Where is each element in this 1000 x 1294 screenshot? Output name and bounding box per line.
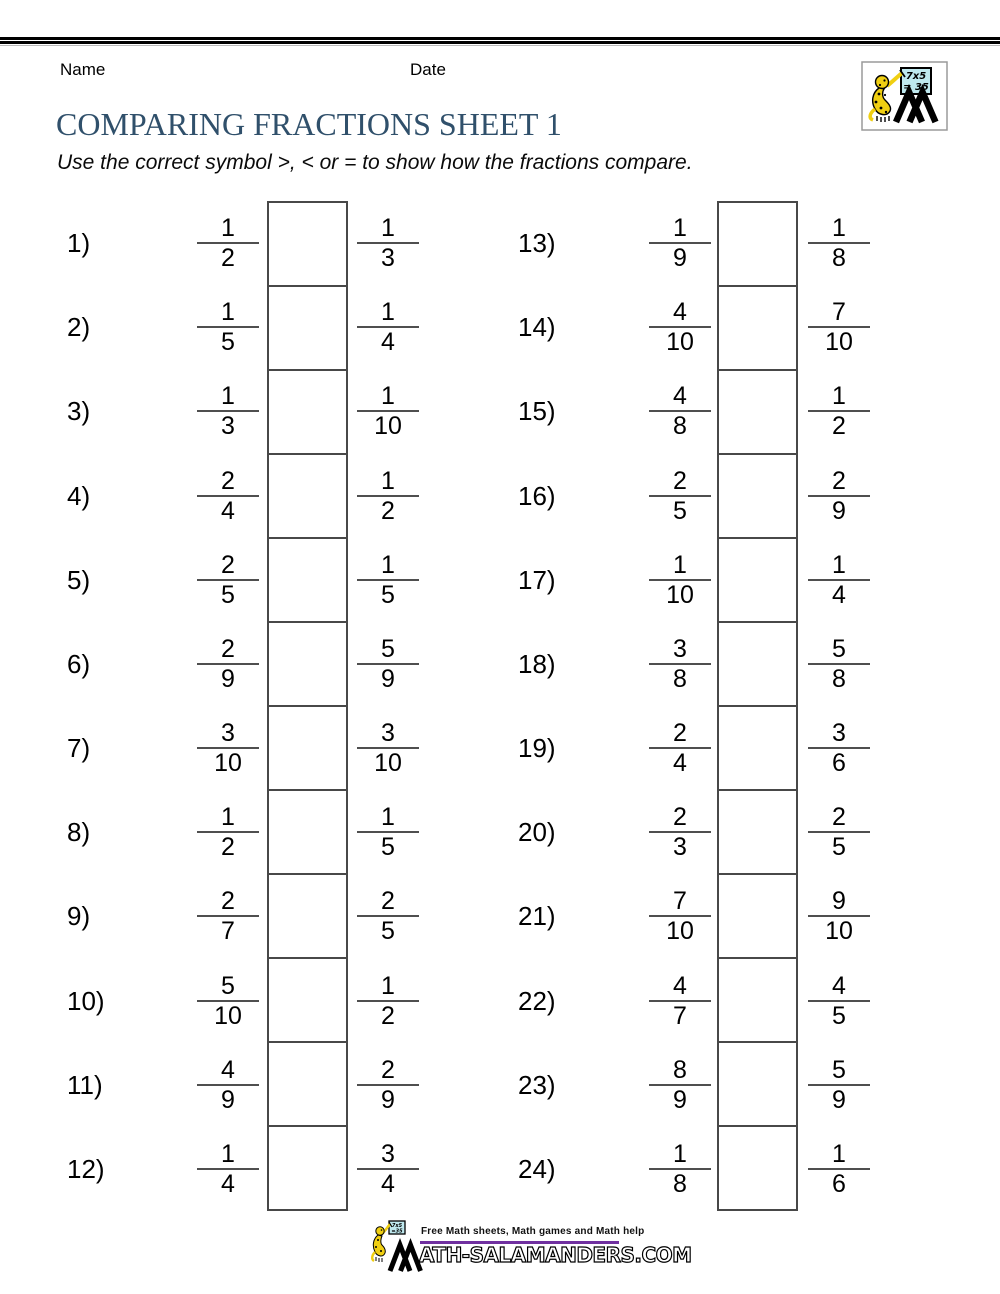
fraction-numerator: 1 — [673, 550, 687, 579]
fraction-denominator: 4 — [381, 1169, 395, 1198]
fraction — [357, 973, 419, 1029]
fraction-numerator: 1 — [221, 382, 235, 411]
name-label: Name — [60, 60, 106, 79]
problem-number: 3) — [67, 396, 91, 427]
footer-m-glyph — [390, 1245, 421, 1271]
fraction — [808, 215, 870, 271]
fraction — [197, 1057, 259, 1113]
fraction-numerator: 3 — [381, 1139, 395, 1168]
fraction — [808, 1141, 870, 1197]
answer-box[interactable] — [719, 455, 796, 539]
fraction — [808, 383, 870, 439]
fraction — [808, 888, 870, 944]
fraction — [357, 720, 419, 776]
fraction-denominator: 3 — [221, 412, 235, 441]
fraction-numerator: 8 — [673, 1055, 687, 1084]
fraction — [357, 468, 419, 524]
fraction — [649, 552, 711, 608]
fraction-denominator: 5 — [832, 833, 846, 862]
fraction-numerator: 1 — [832, 214, 846, 243]
fraction — [808, 299, 870, 355]
answer-box[interactable] — [719, 539, 796, 623]
fraction — [649, 215, 711, 271]
problem-number: 20) — [518, 817, 556, 848]
fraction — [808, 804, 870, 860]
fraction-numerator: 2 — [673, 803, 687, 832]
fraction — [357, 299, 419, 355]
fraction-denominator: 8 — [832, 664, 846, 693]
answer-box[interactable] — [269, 455, 346, 539]
fraction — [649, 804, 711, 860]
fraction-numerator: 7 — [673, 887, 687, 916]
fraction — [808, 468, 870, 524]
fraction-denominator: 10 — [374, 412, 402, 441]
fraction — [357, 804, 419, 860]
fraction-numerator: 1 — [673, 1139, 687, 1168]
fraction — [808, 1057, 870, 1113]
fraction-numerator: 1 — [221, 1139, 235, 1168]
fraction-numerator: 1 — [832, 382, 846, 411]
fraction-numerator: 3 — [221, 719, 235, 748]
fraction-numerator: 2 — [832, 803, 846, 832]
footer-board-line1: 7x5 — [391, 1223, 403, 1229]
fraction-numerator: 2 — [832, 466, 846, 495]
fraction-numerator: 5 — [381, 634, 395, 663]
problem-number: 9) — [67, 901, 91, 932]
fraction-numerator: 1 — [832, 550, 846, 579]
fraction — [808, 636, 870, 692]
fraction-denominator: 5 — [221, 580, 235, 609]
problem-number: 24) — [518, 1153, 556, 1184]
fraction-numerator: 4 — [673, 971, 687, 1000]
problem-number: 18) — [518, 648, 556, 679]
answer-box-column — [267, 201, 348, 1211]
fraction — [649, 468, 711, 524]
answer-box[interactable] — [269, 959, 346, 1043]
problem-number: 7) — [67, 733, 91, 764]
fraction-numerator: 5 — [221, 971, 235, 1000]
footer-salamander-icon — [369, 1218, 423, 1274]
answer-box[interactable] — [719, 791, 796, 875]
fraction-denominator: 5 — [381, 580, 395, 609]
problem-number: 15) — [518, 396, 556, 427]
fraction-denominator: 5 — [381, 833, 395, 862]
fraction — [357, 1141, 419, 1197]
fraction-numerator: 2 — [221, 550, 235, 579]
answer-box[interactable] — [719, 371, 796, 455]
fraction — [197, 636, 259, 692]
fraction-numerator: 3 — [381, 719, 395, 748]
fraction-denominator: 8 — [673, 1169, 687, 1198]
fraction-numerator: 1 — [221, 298, 235, 327]
fraction-numerator: 1 — [221, 214, 235, 243]
fraction-numerator: 1 — [832, 1139, 846, 1168]
answer-box[interactable] — [269, 791, 346, 875]
fraction-denominator: 7 — [673, 1001, 687, 1030]
problem-number: 1) — [67, 228, 91, 259]
fraction-denominator: 3 — [673, 833, 687, 862]
fraction-numerator: 2 — [221, 634, 235, 663]
fraction-numerator: 1 — [381, 803, 395, 832]
fraction-denominator: 9 — [381, 664, 395, 693]
answer-box[interactable] — [719, 203, 796, 287]
fraction-numerator: 9 — [832, 887, 846, 916]
problem-number: 13) — [518, 228, 556, 259]
fraction — [649, 383, 711, 439]
fraction — [197, 888, 259, 944]
answer-box[interactable] — [269, 371, 346, 455]
fraction-denominator: 2 — [221, 244, 235, 273]
logo-board-line2: = 35 — [903, 82, 929, 93]
fraction — [649, 973, 711, 1029]
footer-board-line2: =35 — [391, 1228, 403, 1235]
problem-number: 21) — [518, 901, 556, 932]
answer-box[interactable] — [269, 1127, 346, 1209]
fraction-denominator: 4 — [221, 496, 235, 525]
fraction — [197, 215, 259, 271]
fraction-numerator: 7 — [832, 298, 846, 327]
fraction-denominator: 6 — [832, 749, 846, 778]
answer-box[interactable] — [269, 1043, 346, 1127]
fraction-denominator: 10 — [666, 328, 694, 357]
fraction-numerator: 1 — [381, 971, 395, 1000]
fraction-denominator: 6 — [832, 1169, 846, 1198]
fraction-numerator: 1 — [673, 214, 687, 243]
fraction-denominator: 4 — [832, 580, 846, 609]
answer-box[interactable] — [719, 623, 796, 707]
fraction-numerator: 5 — [832, 634, 846, 663]
fraction-denominator: 5 — [381, 917, 395, 946]
fraction-denominator: 2 — [381, 1001, 395, 1030]
fraction — [197, 973, 259, 1029]
fraction-numerator: 1 — [381, 466, 395, 495]
answer-box[interactable] — [719, 875, 796, 959]
fraction-denominator: 9 — [221, 664, 235, 693]
problem-number: 23) — [518, 1069, 556, 1100]
problem-number: 12) — [67, 1153, 105, 1184]
problem-number: 6) — [67, 648, 91, 679]
fraction — [649, 636, 711, 692]
fraction — [197, 299, 259, 355]
fraction-numerator: 3 — [673, 634, 687, 663]
problem-number: 19) — [518, 733, 556, 764]
fraction-denominator: 9 — [673, 244, 687, 273]
fraction — [649, 888, 711, 944]
fraction-denominator: 2 — [832, 412, 846, 441]
answer-box[interactable] — [719, 959, 796, 1043]
fraction-denominator: 4 — [673, 749, 687, 778]
problem-number: 5) — [67, 564, 91, 595]
fraction-denominator: 8 — [673, 412, 687, 441]
fraction-numerator: 4 — [673, 298, 687, 327]
answer-box[interactable] — [719, 1127, 796, 1209]
fraction — [357, 552, 419, 608]
fraction — [808, 973, 870, 1029]
fraction — [197, 468, 259, 524]
fraction — [808, 552, 870, 608]
fraction-denominator: 10 — [214, 749, 242, 778]
fraction-numerator: 1 — [381, 298, 395, 327]
problem-number: 22) — [518, 985, 556, 1016]
fraction-denominator: 10 — [666, 917, 694, 946]
fraction-numerator: 5 — [832, 1055, 846, 1084]
fraction-denominator: 9 — [832, 1085, 846, 1114]
problem-number: 16) — [518, 480, 556, 511]
fraction — [649, 1057, 711, 1113]
problem-number: 17) — [518, 564, 556, 595]
answer-box[interactable] — [269, 203, 346, 287]
fraction-numerator: 4 — [832, 971, 846, 1000]
fraction-denominator: 9 — [221, 1085, 235, 1114]
fraction-denominator: 10 — [825, 917, 853, 946]
fraction — [649, 720, 711, 776]
fraction-denominator: 7 — [221, 917, 235, 946]
fraction — [197, 1141, 259, 1197]
problem-number: 14) — [518, 312, 556, 343]
fraction — [197, 804, 259, 860]
answer-box[interactable] — [719, 707, 796, 791]
fraction-denominator: 8 — [832, 244, 846, 273]
problem-number: 4) — [67, 480, 91, 511]
fraction — [197, 552, 259, 608]
fraction-denominator: 3 — [381, 244, 395, 273]
answer-box[interactable] — [719, 287, 796, 371]
fraction-numerator: 2 — [673, 719, 687, 748]
fraction-numerator: 3 — [832, 719, 846, 748]
answer-box[interactable] — [719, 1043, 796, 1127]
answer-box-column — [717, 201, 798, 1211]
fraction-denominator: 9 — [832, 496, 846, 525]
fraction — [808, 720, 870, 776]
fraction-denominator: 9 — [673, 1085, 687, 1114]
page-title: COMPARING FRACTIONS SHEET 1 — [56, 106, 562, 142]
logo-board-line1: 7x5 — [905, 71, 927, 82]
problem-number: 8) — [67, 817, 91, 848]
fraction-denominator: 2 — [221, 833, 235, 862]
fraction-denominator: 9 — [381, 1085, 395, 1114]
problem-number: 11) — [67, 1069, 103, 1100]
fraction-denominator: 5 — [221, 328, 235, 357]
fraction-denominator: 10 — [214, 1001, 242, 1030]
fraction-numerator: 1 — [381, 214, 395, 243]
fraction-denominator: 4 — [381, 328, 395, 357]
fraction — [357, 215, 419, 271]
problem-number: 2) — [67, 312, 91, 343]
fraction-numerator: 4 — [221, 1055, 235, 1084]
fraction-numerator: 2 — [221, 887, 235, 916]
fraction-numerator: 4 — [673, 382, 687, 411]
date-label: Date — [410, 60, 446, 79]
problem-number: 10) — [67, 985, 105, 1016]
fraction-numerator: 1 — [381, 382, 395, 411]
fraction-numerator: 2 — [381, 887, 395, 916]
fraction-denominator: 4 — [221, 1169, 235, 1198]
fraction-denominator: 10 — [825, 328, 853, 357]
answer-box[interactable] — [269, 539, 346, 623]
fraction — [357, 888, 419, 944]
fraction-denominator: 10 — [374, 749, 402, 778]
fraction — [357, 1057, 419, 1113]
answer-box[interactable] — [269, 707, 346, 791]
fraction-denominator: 10 — [666, 580, 694, 609]
fraction-numerator: 2 — [221, 466, 235, 495]
answer-box[interactable] — [269, 623, 346, 707]
fraction — [357, 636, 419, 692]
answer-box[interactable] — [269, 287, 346, 371]
fraction-numerator: 1 — [381, 550, 395, 579]
fraction — [197, 383, 259, 439]
fraction — [357, 383, 419, 439]
fraction — [649, 1141, 711, 1197]
footer-wordmark: ATH-SALAMANDERS.COM — [419, 1243, 692, 1267]
fraction-numerator: 1 — [221, 803, 235, 832]
answer-box[interactable] — [269, 875, 346, 959]
fraction-numerator: 2 — [673, 466, 687, 495]
instruction-text: Use the correct symbol >, < or = to show how the fractions compare. — [57, 151, 693, 174]
fraction-denominator: 8 — [673, 664, 687, 693]
fraction — [197, 720, 259, 776]
fraction — [649, 299, 711, 355]
fraction-denominator: 2 — [381, 496, 395, 525]
fraction-denominator: 5 — [832, 1001, 846, 1030]
footer-logo — [369, 1218, 423, 1274]
fraction-denominator: 5 — [673, 496, 687, 525]
fraction-numerator: 2 — [381, 1055, 395, 1084]
footer-tagline: Free Math sheets, Math games and Math help — [421, 1226, 645, 1237]
